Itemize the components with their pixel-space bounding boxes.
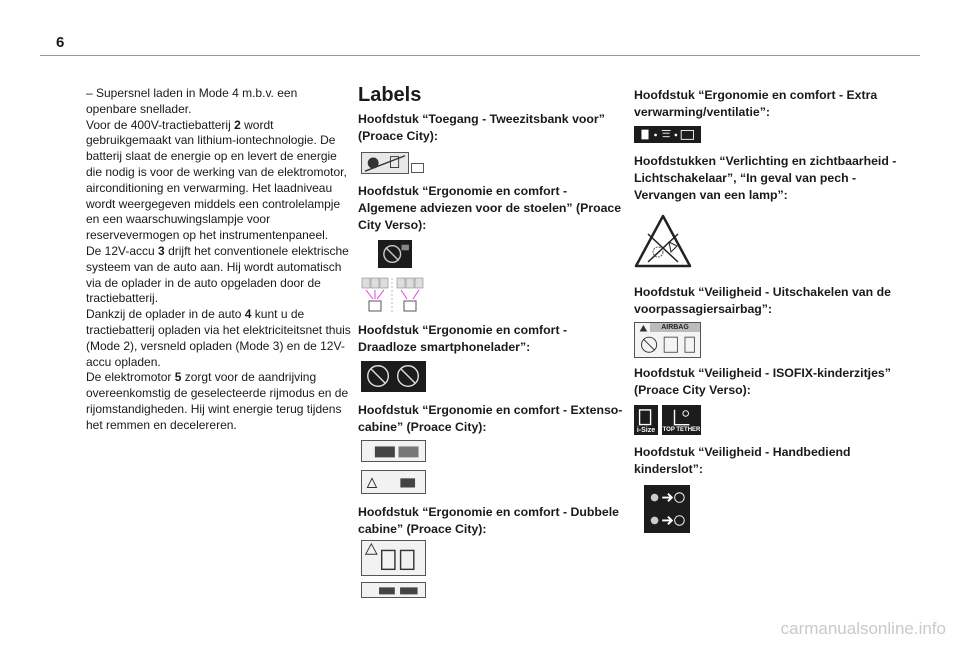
section-title: Labels [358,84,422,106]
seat-warning-label-icon [378,240,412,268]
heading-extra: Hoofdstuk “Ergonomie en comfort - Extra verwarming/ventilatie”: [634,88,878,119]
heading-isofix: Hoofdstuk “Veiligheid - ISOFIX-kinderzitjes” (Proace City Verso): [634,366,891,397]
paragraph-text: drijft het conventionele elektrische systeem van de auto aan. Hij wordt automatisch via de oplader in de auto opgeladen door de tractiebatterij. [86,243,349,306]
double-cabin-label-icon-2 [361,582,426,598]
watermark: carmanualsonline.info [780,619,946,638]
extenso-cabin-label-icon-1 [361,440,426,462]
book-icon [411,163,424,173]
wireless-charger-label-icon [361,361,426,392]
body-paragraph [86,307,351,370]
lamp-warning-triangle-icon [633,212,693,272]
body-text-column [86,86,351,434]
seat-bench-label-icon [361,152,409,174]
body-paragraph [86,370,351,433]
paragraph-text: Dankzij de oplader in de auto [86,307,245,322]
body-paragraph [86,244,351,307]
page-number: 6 [56,34,65,51]
paragraph-text: kunt u de tractiebatterij opladen via het elektriciteitsnet thuis (Mode 2), versneld opladen (Mode 3) en de 12V-accu opladen. [86,307,351,369]
body-paragraph [86,118,351,244]
heater-fuel-label-icon [634,126,701,143]
heading-draadloze: Hoofdstuk “Ergonomie en comfort - Draadloze smartphonelader”: [358,323,568,354]
paragraph-text: Voor de 400V-tractiebatterij [86,117,235,132]
heading-verlichting: Hoofdstukken “Verlichting en zichtbaarheid - Lichtschakelaar”, “In geval van pech - Vervangen van een lamp”: [634,154,897,202]
seat-row-diagram-icon [361,277,425,313]
paragraph-text: – Supersnel laden in Mode 4 m.b.v. een openbare snellader. [86,86,298,116]
paragraph-text: De elektromotor [86,370,175,385]
paragraph-text: De 12V-accu [86,243,159,258]
heading-kinderslot: Hoofdstuk “Veiligheid - Handbediend kinderslot”: [634,445,851,476]
child-lock-label-icon [644,485,690,533]
header-divider [40,55,920,56]
callout-number: 5 [174,370,182,385]
top-tether-text: TOP TETHER [662,427,701,433]
heading-stoelen: Hoofdstuk “Ergonomie en comfort - Algemene adviezen voor de stoelen” (Proace City Verso): [358,184,622,232]
isize-text: i-Size [634,426,658,435]
heading-airbag: Hoofdstuk “Veiligheid - Uitschakelen van de voorpassagiersairbag”: [634,285,891,316]
callout-number: 3 [158,243,165,258]
extenso-cabin-label-icon-2 [361,470,426,494]
paragraph-text: zorgt voor de aandrijving overeenkomstig de geselecteerde rijmodus en de rijomstandigheden. Hij wint energie terug tijdens het remmen en decelereren. [86,370,349,432]
paragraph-text: wordt gebruikgemaakt van lithium-iontechnologie. De batterij slaat de energie op en levert de energie die nodig is voor de werking van de elektromotor, airconditioning en verwarming. Het laadniveau wordt weergegeven middels een controlelampje en een waarschuwingslampje voor reservevermogen op het instrumentenpaneel. [86,117,347,243]
heading-toegang: Hoofdstuk “Toegang - Tweezitsbank voor” (Proace City): [358,112,605,143]
heading-extenso: Hoofdstuk “Ergonomie en comfort - Extenso-cabine” (Proace City): [358,403,623,434]
airbag-text: AIRBAG [650,323,700,332]
body-paragraph [86,86,351,118]
callout-number: 4 [244,307,252,322]
heading-dubbele: Hoofdstuk “Ergonomie en comfort - Dubbele cabine” (Proace City): [358,505,619,536]
callout-number: 2 [234,117,241,132]
double-cabin-label-icon-1 [361,540,426,576]
